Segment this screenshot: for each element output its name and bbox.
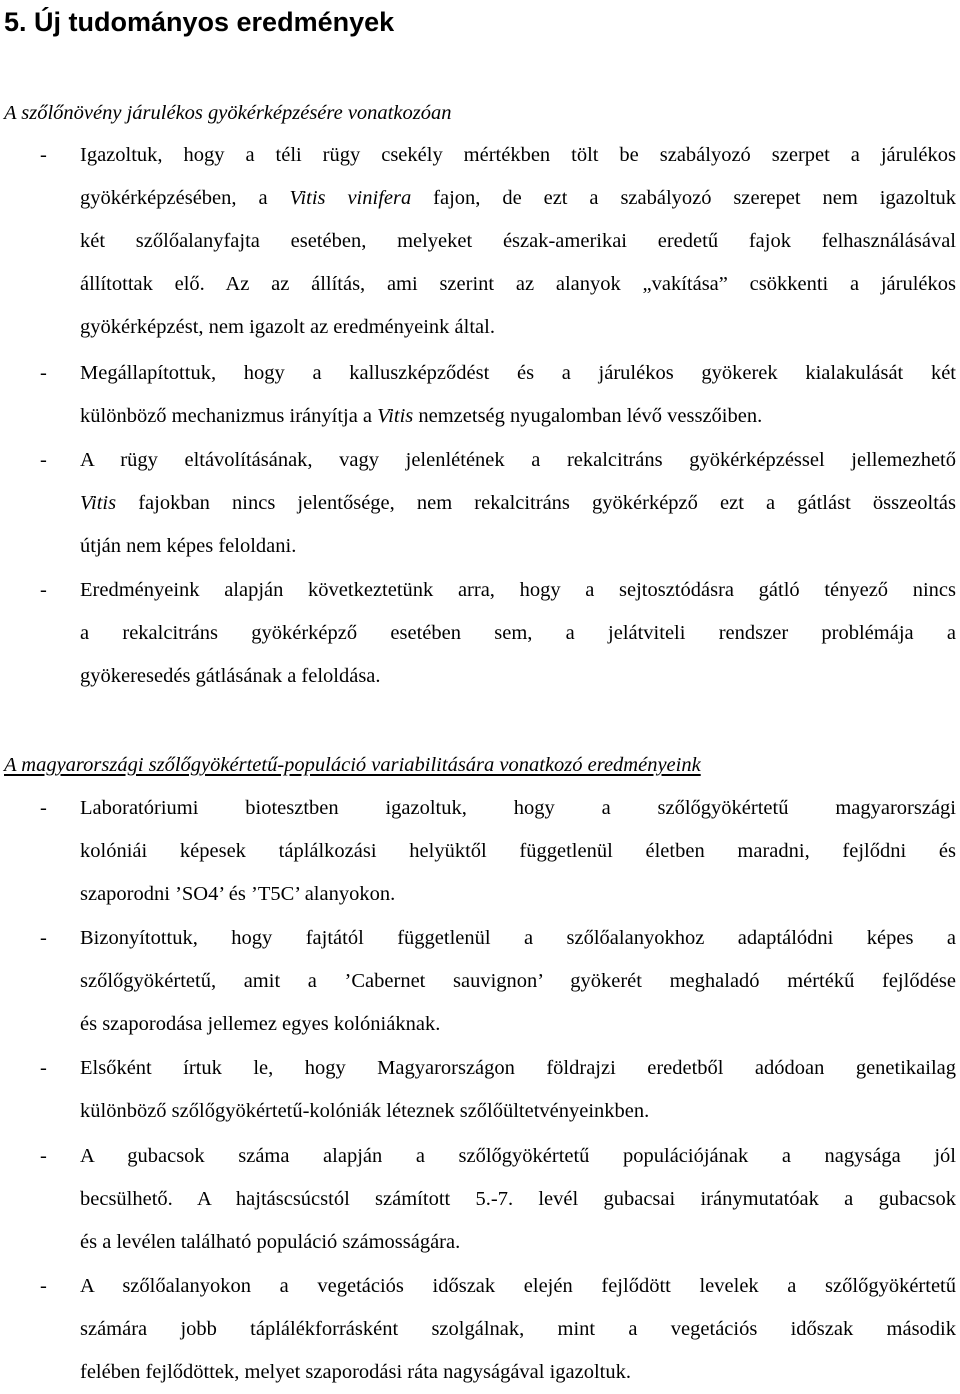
text-line: A rügy eltávolításának, vagy jelenlétének a rekalcitráns gyökérképzéssel jellemezhető <box>80 449 956 471</box>
text-line: felében fejlődöttek, melyet szaporodási ráta nagyságával igazoltuk. <box>80 1361 632 1383</box>
text-line: gyökérképzést, nem igazolt az eredményeink által. <box>80 316 495 338</box>
bullet-text <box>80 917 956 1046</box>
bullet-text <box>80 1135 956 1264</box>
text-line: két szőlőalanyfajta esetében, melyeket észak-amerikai eredetű fajok felhasználásával <box>80 230 956 252</box>
bullet-text <box>80 439 956 568</box>
bullet-dash: - <box>40 449 47 471</box>
text-line: útján nem képes feloldani. <box>80 535 297 557</box>
text-line: szőlőgyökértetű, amit a ’Cabernet sauvignon’ gyökerét meghaladó mértékű fejlődése <box>80 970 956 992</box>
text-line: A szőlőalanyokon a vegetációs időszak elején fejlődött levelek a szőlőgyökértetű <box>80 1275 956 1297</box>
bullet-dash: - <box>40 144 47 166</box>
text-line: gyökérképzésében, a Vitis vinifera fajon, de ezt a szabályozó szerepet nem igazoltuk <box>80 187 957 209</box>
text-line: Vitis fajokban nincs jelentősége, nem rekalcitráns gyökérképző ezt a gátlást összeoltás <box>80 492 956 514</box>
text-line: Igazoltuk, hogy a téli rügy csekély mértékben tölt be szabályozó szerpet a járulékos <box>80 144 956 166</box>
bullet-dash: - <box>40 927 47 949</box>
bullet-text <box>80 134 956 349</box>
bullet-dash: - <box>40 1275 47 1297</box>
bullet-dash: - <box>40 579 47 601</box>
bullet-dash: - <box>40 797 47 819</box>
section-heading-phylloxera: A magyarországi szőlőgyökértetű-populáció variabilitására vonatkozó eredményeink <box>4 754 701 776</box>
text-line: Elsőként írtuk le, hogy Magyarországon földrajzi eredetből adódoan genetikailag <box>80 1057 956 1079</box>
page-title: 5. Új tudományos eredmények <box>4 7 395 37</box>
bullet-dash: - <box>40 1057 47 1079</box>
italic-term: Vitis <box>80 492 117 514</box>
text-line: a rekalcitráns gyökérképző esetében sem, a jelátviteli rendszer problémája a <box>80 622 956 644</box>
bullet-text <box>80 1265 956 1394</box>
text-line: különböző mechanizmus irányítja a Vitis nemzetség nyugalomban lévő vesszőiben. <box>80 405 763 427</box>
text-line: számára jobb táplálékforrásként szolgálnak, mint a vegetációs időszak második <box>80 1318 956 1340</box>
text-line: gyökeresedés gátlásának a feloldása. <box>80 665 381 687</box>
bullet-dash: - <box>40 362 47 384</box>
text-line: Megállapítottuk, hogy a kalluszképződést és a járulékos gyökerek kialakulását két <box>80 362 956 384</box>
text-line: Eredményeink alapján következtetünk arra, hogy a sejtosztódásra gátló tényező nincs <box>80 579 956 601</box>
text-line: becsülhető. A hajtáscsúcstól számított 5.-7. levél gubacsai iránymutatóak a gubacsok <box>80 1188 956 1210</box>
text-line: különböző szőlőgyökértetű-kolóniák léteznek szőlőültetvényeinkben. <box>80 1100 650 1122</box>
text-line: szaporodni ’SO4’ és ’T5C’ alanyokon. <box>80 883 396 905</box>
text-line: Laboratóriumi biotesztben igazoltuk, hogy a szőlőgyökértetű magyarországi <box>80 797 956 819</box>
section-heading-rooting: A szőlőnövény járulékos gyökérképzésére vonatkozóan <box>4 102 452 124</box>
bullet-dash: - <box>40 1145 47 1167</box>
text-line: és szaporodása jellemez egyes kolóniáknak. <box>80 1013 441 1035</box>
bullet-text <box>80 569 956 698</box>
text-line: A gubacsok száma alapján a szőlőgyökértetű populációjának a nagysága jól <box>80 1145 956 1167</box>
bullet-text <box>80 787 956 916</box>
text-line: állítottak elő. Az az állítás, ami szerint az alanyok „vakítása” csökkenti a járulékos <box>80 273 956 295</box>
italic-term: Vitis <box>377 405 414 427</box>
text-line: Bizonyítottuk, hogy fajtától függetlenül a szőlőalanyokhoz adaptálódni képes a <box>80 927 956 949</box>
text-line: és a levélen található populáció számosságára. <box>80 1231 461 1253</box>
italic-term: Vitis vinifera <box>289 187 412 209</box>
text-line: kolóniái képesek táplálkozási helyüktől függetlenül életben maradni, fejlődni és <box>80 840 956 862</box>
bullet-text <box>80 352 956 438</box>
bullet-text <box>80 1047 956 1133</box>
